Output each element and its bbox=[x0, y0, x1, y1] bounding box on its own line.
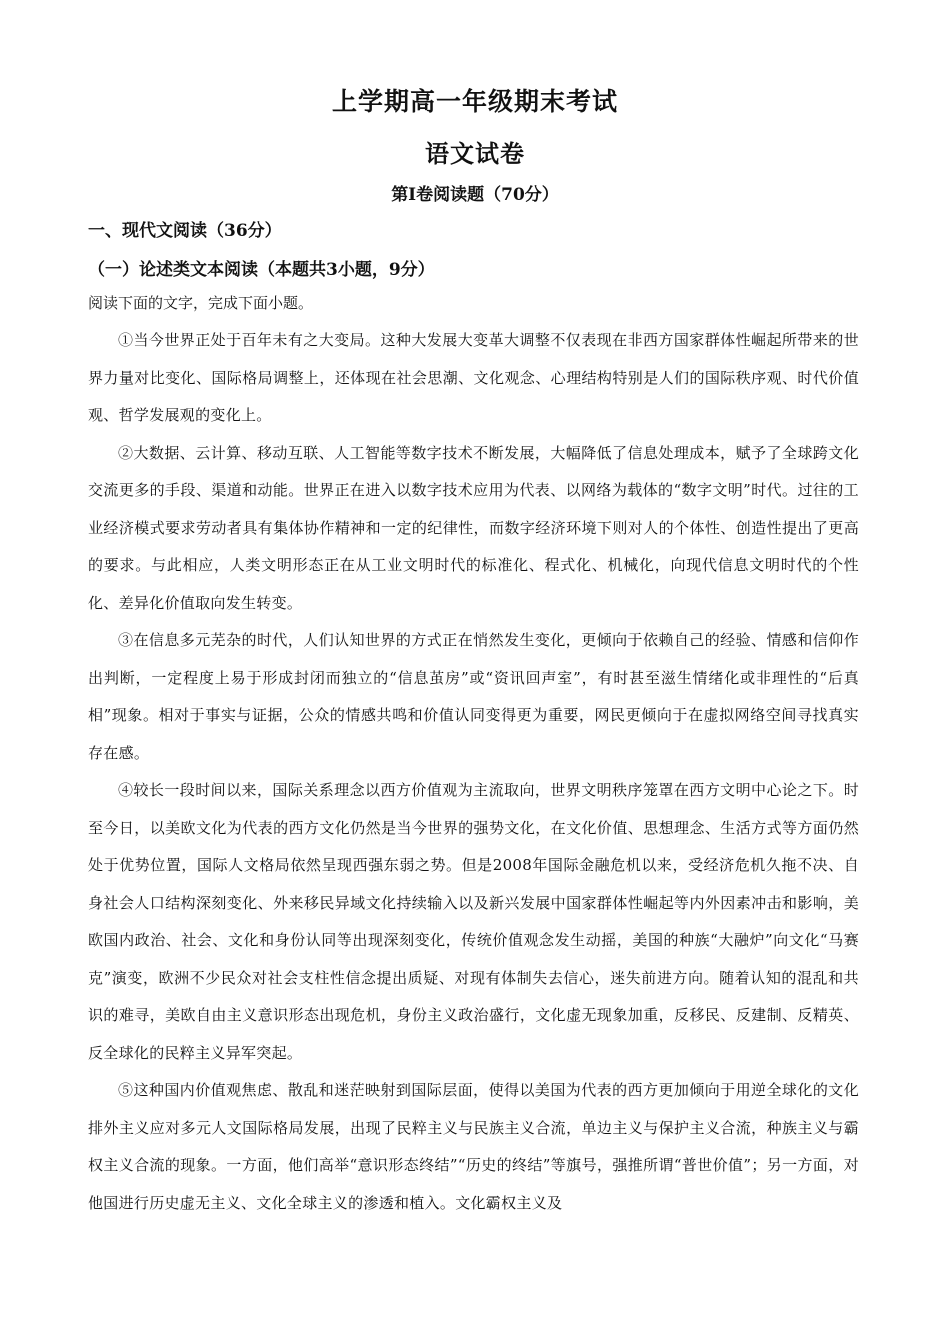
paragraph-4: ④较长一段时间以来，国际关系理念以西方价值观为主流取向，世界文明秩序笼罩在西方文明中心论之下。时至今日，以美欧文化为代表的西方文化仍然是当今世界的强势文化，在文化价值、思想理念、生活方式等方面仍然处于优势位置，国际人文格局依然呈现西强东弱之势。但是2008年国际金融危机以来，受经济危机久拖不决、自身社会人口结构深刻变化、外来移民异域文化持续输入以及新兴发展中国家群体性崛起等内外因素冲击和影响，美欧国内政治、社会、文化和身份认同等出现深刻变化，传统价值观念发生动摇，美国的种族“大融炉”向文化“马赛克”演变，欧洲不少民众对社会支柱性信念提出质疑、对现有体制失去信心，迷失前进方向。随着认知的混乱和共识的难寻，美欧自由主义意识形态出现危机，身份主义政治盛行，文化虚无现象加重，反移民、反建制、反精英、反全球化的民粹主义异军突起。 bbox=[88, 781, 859, 1062]
paragraph-5: ⑤这种国内价值观焦虑、散乱和迷茫映射到国际层面，使得以美国为代表的西方更加倾向于用逆全球化的文化排外主义应对多元人文国际格局发展，出现了民粹主义与民族主义合流，单边主义与保护主义合流，种族主义与霸权主义合流的现象。一方面，他们高举“意识形态终结”“历史的终结”等旗号，强推所谓“普世价值”；另一方面，对他国进行历史虚无主义、文化全球主义的渗透和植入。文化霸权主义及 bbox=[88, 1081, 859, 1212]
reading-passage bbox=[88, 322, 859, 1222]
section-title: 第Ⅰ卷阅读题（70分） bbox=[391, 185, 559, 205]
paragraph-1: ①当今世界正处于百年未有之大变局。这种大发展大变革大调整不仅表现在非西方国家群体性崛起所带来的世界力量对比变化、国际格局调整上，还体现在社会思潮、文化观念、心理结构特别是人们的国际秩序观、时代价值观、哲学发展观的变化上。 bbox=[88, 331, 859, 424]
part-heading: 一、现代文阅读（36分） bbox=[88, 221, 282, 241]
instruction-text: 阅读下面的文字，完成下面小题。 bbox=[88, 294, 314, 312]
exam-title: 上学期高一年级期末考试 bbox=[331, 87, 618, 116]
subpart-heading: （一）论述类文本阅读（本题共3小题，9分） bbox=[88, 260, 435, 280]
exam-subtitle: 语文试卷 bbox=[425, 139, 525, 168]
paragraph-3: ③在信息多元芜杂的时代，人们认知世界的方式正在悄然发生变化，更倾向于依赖自己的经验、情感和信仰作出判断，一定程度上易于形成封闭而独立的“信息茧房”或“资讯回声室”，有时甚至滋生情绪化或非理性的“后真相”现象。相对于事实与证据，公众的情感共鸣和价值认同变得更为重要，网民更倾向于在虚拟网络空间寻找真实存在感。 bbox=[88, 631, 859, 762]
paragraph-2: ②大数据、云计算、移动互联、人工智能等数字技术不断发展，大幅降低了信息处理成本，赋予了全球跨文化交流更多的手段、渠道和动能。世界正在进入以数字技术应用为代表、以网络为载体的“数字文明”时代。过往的工业经济模式要求劳动者具有集体协作精神和一定的纪律性，而数字经济环境下则对人的个体性、创造性提出了更高的要求。与此相应，人类文明形态正在从工业文明时代的标准化、程式化、机械化，向现代信息文明时代的个性化、差异化价值取向发生转变。 bbox=[88, 443, 859, 612]
